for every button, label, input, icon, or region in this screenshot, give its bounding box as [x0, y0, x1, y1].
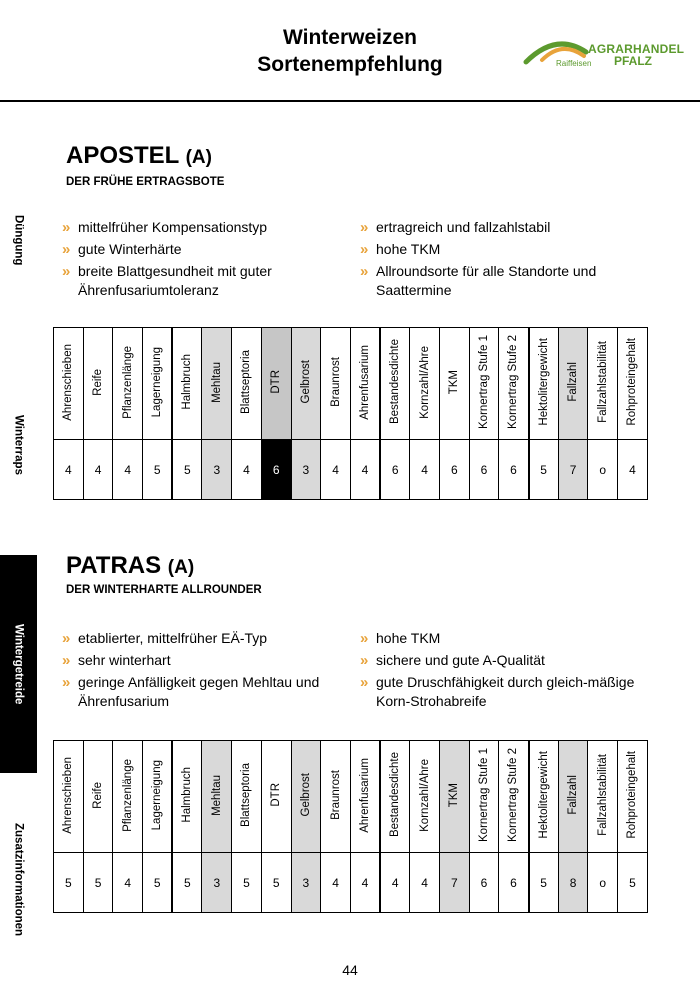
rating-cell: o: [588, 853, 618, 913]
chevron-icon: »: [62, 263, 71, 280]
column-header: Reife: [83, 741, 113, 853]
chevron-icon: »: [360, 674, 369, 691]
column-header: Pflanzenlänge: [113, 741, 143, 853]
rating-cell: 4: [350, 440, 380, 500]
rating-cell: 5: [172, 853, 202, 913]
column-header: Blattseptoria: [232, 741, 262, 853]
logo-text-top: AGRARHANDEL: [588, 42, 685, 56]
column-header: Ährenfusarium: [350, 328, 380, 440]
rating-cell: 5: [232, 853, 262, 913]
column-header: Ährenfusarium: [350, 741, 380, 853]
rating-cell: 4: [350, 853, 380, 913]
chevron-icon: »: [360, 241, 369, 258]
chevron-icon: »: [62, 652, 71, 669]
bullet-item: » geringe Anfälligkeit gegen Mehltau und Ährenfusarium: [62, 674, 320, 709]
column-header: Braunrost: [321, 741, 351, 853]
bullet-item: » sehr winterhart: [62, 652, 171, 669]
rating-cell: 3: [291, 853, 321, 913]
page-title-line-1: Winterweizen: [283, 26, 417, 49]
rating-cell: 4: [618, 440, 648, 500]
column-header: Gelbrost: [291, 328, 321, 440]
agrarhandel-logo: [522, 36, 692, 72]
column-header: Blattseptoria: [232, 328, 262, 440]
variety-name: APOSTEL: [66, 142, 179, 169]
column-header: Mehltau: [202, 328, 232, 440]
bullet-list-right: [360, 629, 660, 714]
rating-cell: 5: [54, 853, 84, 913]
column-header: Lagerneigung: [143, 328, 173, 440]
chevron-icon: »: [62, 241, 71, 258]
rating-cell: 4: [410, 853, 440, 913]
column-header: DTR: [261, 741, 291, 853]
rating-cell: 6: [499, 853, 529, 913]
chevron-icon: »: [62, 630, 71, 647]
sidetab-winterraps[interactable]: [0, 365, 37, 525]
chevron-icon: »: [360, 263, 369, 280]
column-header: Mehltau: [202, 741, 232, 853]
rating-cell: 5: [618, 853, 648, 913]
column-header: Halmbruch: [172, 741, 202, 853]
rating-cell: 4: [54, 440, 84, 500]
bullet-item: » mittelfrüher Kompensationstyp: [62, 219, 268, 236]
page-number: 44: [342, 962, 358, 978]
bullet-item: » hohe TKM: [360, 630, 441, 647]
rating-cell: 3: [202, 853, 232, 913]
bullet-list-right: [360, 218, 660, 303]
rating-cell: 5: [529, 440, 559, 500]
rating-cell: 6: [380, 440, 410, 500]
rating-cell: 4: [113, 440, 143, 500]
rating-cell: 4: [83, 440, 113, 500]
column-header: Pflanzenlänge: [113, 328, 143, 440]
rating-cell: 4: [232, 440, 262, 500]
rating-cell: 3: [202, 440, 232, 500]
rating-cell: 6: [499, 440, 529, 500]
rating-cell: 4: [113, 853, 143, 913]
sidetab-wintergetreide[interactable]: [0, 555, 37, 773]
bullet-item: » gute Druschfähigkeit durch gleich-mäßige Korn-Strohabreife: [360, 674, 635, 709]
variety-title: [66, 552, 194, 580]
rating-table-apostel: [53, 327, 648, 500]
table-row: [54, 853, 648, 913]
chevron-icon: »: [62, 219, 71, 236]
rating-cell: 7: [558, 440, 588, 500]
bullet-item: » sichere und gute A-Qualität: [360, 652, 545, 669]
table-header-row: [54, 328, 648, 440]
chevron-icon: »: [360, 652, 369, 669]
rating-cell: 6: [469, 440, 499, 500]
rating-cell: 6: [469, 853, 499, 913]
bullet-item: » etablierter, mittelfrüher EÄ-Typ: [62, 630, 268, 647]
header-divider: [0, 100, 700, 102]
logo-text-bottom: PFALZ: [614, 54, 652, 68]
bullet-item: » breite Blattgesundheit mit guter Ährenfusariumtoleranz: [62, 263, 272, 298]
rating-cell: o: [588, 440, 618, 500]
rating-cell: 5: [172, 440, 202, 500]
column-header: Kornertrag Stufe 2: [499, 741, 529, 853]
chevron-icon: »: [62, 674, 71, 691]
column-header: Kornertrag Stufe 2: [499, 328, 529, 440]
bullet-list-left: [62, 218, 342, 303]
column-header: TKM: [439, 741, 469, 853]
variety-quality: (A): [167, 557, 195, 578]
column-header: Reife: [83, 328, 113, 440]
variety-name: PATRAS: [66, 552, 162, 579]
column-header: Fallzahlstabilität: [588, 741, 618, 853]
rating-cell: 8: [558, 853, 588, 913]
rating-cell: 4: [321, 853, 351, 913]
rating-cell: 5: [83, 853, 113, 913]
sidetab-label: Düngung: [12, 214, 25, 266]
sidetab-zusatzinformationen[interactable]: [0, 790, 37, 970]
rating-cell: 5: [143, 440, 173, 500]
column-header: TKM: [439, 328, 469, 440]
rating-cell: 5: [261, 853, 291, 913]
table-row: [54, 440, 648, 500]
column-header: Hektolitergewicht: [529, 328, 559, 440]
rating-cell: 4: [380, 853, 410, 913]
column-header: Gelbrost: [291, 741, 321, 853]
rating-cell: 3: [291, 440, 321, 500]
rating-cell: 6: [261, 440, 291, 500]
column-header: Ährenschieben: [54, 328, 84, 440]
bullet-item: » ertragreich und fallzahlstabil: [360, 219, 551, 236]
rating-cell: 4: [321, 440, 351, 500]
sidetab-label: Winterraps: [12, 415, 25, 475]
column-header: Bestandesdichte: [380, 741, 410, 853]
column-header: Kornzahl/Ähre: [410, 328, 440, 440]
column-header: Fallzahlstabilität: [588, 328, 618, 440]
column-header: Bestandesdichte: [380, 328, 410, 440]
column-header: Kornertrag Stufe 1: [469, 328, 499, 440]
column-header: DTR: [261, 328, 291, 440]
bullet-item: » Allroundsorte für alle Standorte und Saattermine: [360, 263, 597, 298]
column-header: Fallzahl: [558, 328, 588, 440]
page-title: [200, 24, 500, 78]
variety-title: [66, 142, 212, 170]
column-header: Braunrost: [321, 328, 351, 440]
column-header: Halmbruch: [172, 328, 202, 440]
column-header: Rohproteingehalt: [618, 741, 648, 853]
column-header: Lagerneigung: [143, 741, 173, 853]
rating-table-patras: [53, 740, 648, 913]
sidetab-label: Wintergetreide: [12, 623, 25, 705]
table-header-row: [54, 741, 648, 853]
chevron-icon: »: [360, 630, 369, 647]
column-header: Ährenschieben: [54, 741, 84, 853]
variety-subtitle: DER WINTERHARTE ALLROUNDER: [66, 584, 262, 596]
page-title-line-2: Sortenempfehlung: [257, 53, 443, 76]
variety-quality: (A): [185, 147, 212, 168]
rating-cell: 7: [439, 853, 469, 913]
bullet-list-left: [62, 629, 342, 714]
variety-subtitle: DER FRÜHE ERTRAGSBOTE: [66, 176, 225, 188]
column-header: Kornzahl/Ähre: [410, 741, 440, 853]
bullet-item: » hohe TKM: [360, 241, 441, 258]
rating-cell: 5: [143, 853, 173, 913]
rating-cell: 5: [529, 853, 559, 913]
rating-cell: 6: [439, 440, 469, 500]
column-header: Rohproteingehalt: [618, 328, 648, 440]
column-header: Kornertrag Stufe 1: [469, 741, 499, 853]
rating-cell: 4: [410, 440, 440, 500]
sidetab-duengung[interactable]: [0, 160, 37, 320]
logo-text-small: Raiffeisen: [556, 59, 592, 68]
column-header: Hektolitergewicht: [529, 741, 559, 853]
bullet-item: » gute Winterhärte: [62, 241, 182, 258]
column-header: Fallzahl: [558, 741, 588, 853]
chevron-icon: »: [360, 219, 369, 236]
sidetab-label: Zusatzinformationen: [12, 823, 25, 937]
